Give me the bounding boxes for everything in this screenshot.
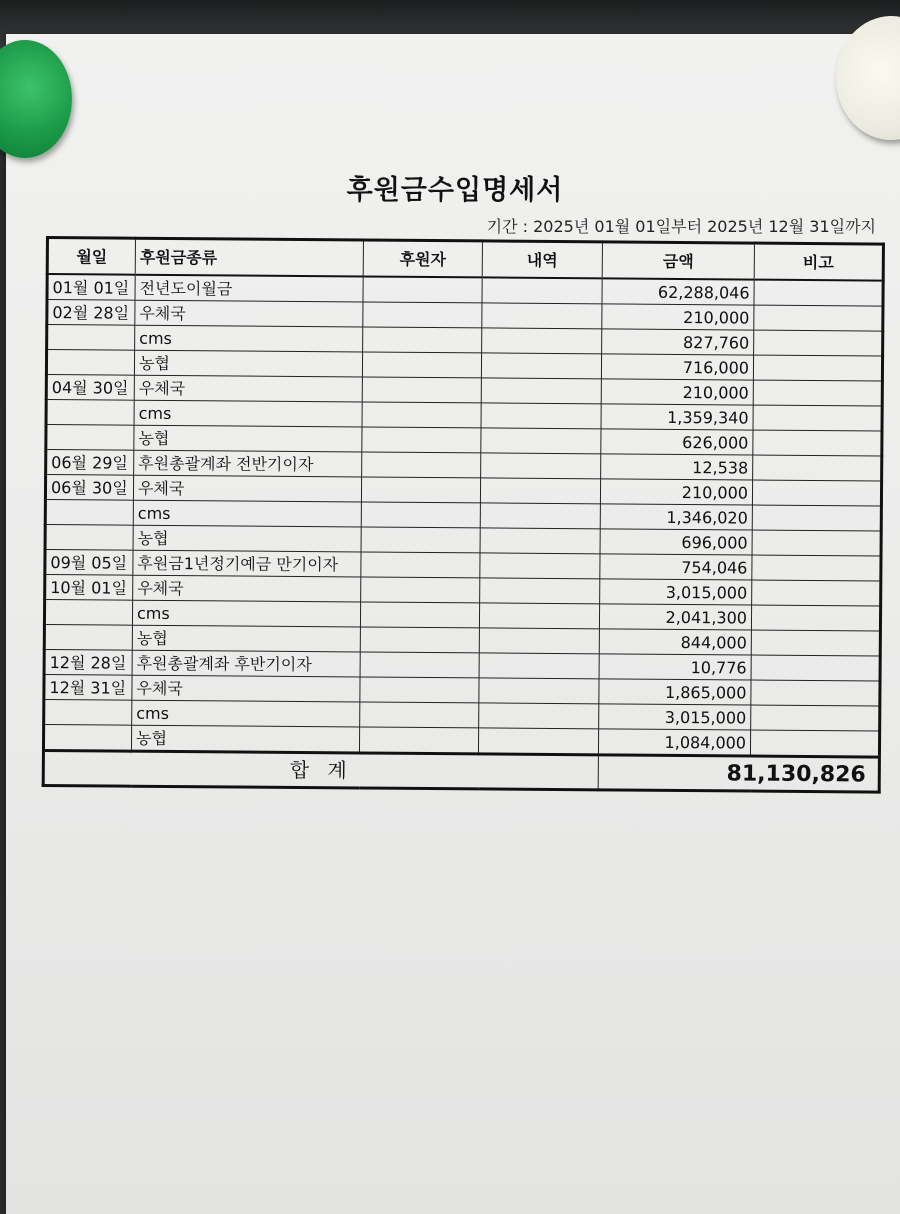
row-detail	[481, 428, 601, 454]
row-donor	[360, 677, 479, 703]
row-amount: 1,865,000	[599, 679, 751, 705]
ledger-table	[42, 236, 885, 794]
row-note	[752, 505, 881, 531]
row-kind: cms	[132, 700, 360, 727]
row-note	[753, 405, 882, 431]
header-amount: 금액	[602, 242, 754, 280]
row-detail	[481, 353, 601, 379]
row-amount: 2,041,300	[599, 604, 751, 630]
row-kind: 우체국	[133, 575, 361, 602]
row-note	[751, 630, 880, 656]
row-detail	[480, 528, 600, 554]
row-date	[44, 699, 132, 725]
row-note	[753, 355, 882, 381]
row-note	[751, 705, 880, 731]
row-note	[751, 680, 880, 706]
row-date	[46, 350, 134, 376]
row-donor	[363, 276, 482, 302]
row-date: 10월 01일	[45, 575, 133, 601]
row-detail	[479, 653, 599, 679]
row-detail	[482, 277, 602, 303]
header-note: 비고	[754, 243, 883, 281]
row-detail	[479, 628, 599, 654]
row-donor	[361, 502, 480, 528]
row-note	[754, 330, 883, 356]
row-donor	[360, 702, 479, 728]
row-detail	[479, 678, 599, 704]
row-amount: 716,000	[601, 354, 753, 380]
row-date	[46, 425, 134, 451]
row-kind: 우체국	[132, 675, 360, 702]
row-note	[752, 580, 881, 606]
row-donor	[360, 652, 479, 678]
row-kind: 우체국	[135, 300, 363, 327]
row-date: 09월 05일	[45, 550, 133, 576]
row-detail	[480, 553, 600, 579]
row-detail	[480, 578, 600, 604]
row-note	[753, 455, 882, 481]
row-detail	[481, 378, 601, 404]
row-date: 04월 30일	[46, 375, 134, 401]
total-amount: 81,130,826	[598, 755, 879, 792]
row-amount: 210,000	[600, 479, 752, 505]
row-date	[44, 624, 132, 650]
row-date: 06월 29일	[46, 450, 134, 476]
row-amount: 10,776	[599, 654, 751, 680]
row-donor	[362, 452, 481, 478]
row-donor	[359, 727, 478, 754]
row-date	[44, 600, 132, 626]
row-kind: 농협	[133, 525, 361, 552]
row-donor	[362, 377, 481, 403]
row-donor	[363, 327, 482, 353]
row-note	[752, 555, 881, 581]
row-detail	[481, 453, 601, 479]
row-date	[45, 500, 133, 526]
row-date: 02월 28일	[47, 300, 135, 326]
row-date: 01월 01일	[47, 274, 135, 300]
row-donor	[362, 352, 481, 378]
row-amount: 696,000	[600, 529, 752, 555]
row-note	[753, 380, 882, 406]
row-note	[750, 730, 879, 757]
row-note	[754, 305, 883, 331]
row-note	[754, 280, 883, 307]
ledger-sheet	[42, 236, 882, 794]
row-detail	[482, 303, 602, 329]
row-amount: 1,359,340	[601, 404, 753, 430]
row-amount: 3,015,000	[599, 704, 751, 730]
row-note	[753, 430, 882, 456]
row-kind: 농협	[131, 725, 359, 753]
row-date: 06월 30일	[45, 475, 133, 501]
row-detail	[479, 703, 599, 729]
row-kind: 전년도이월금	[135, 275, 363, 302]
document-title: 후원금수입명세서	[346, 175, 564, 206]
header-detail: 내역	[482, 241, 602, 278]
row-kind: cms	[134, 400, 362, 427]
row-amount: 626,000	[601, 429, 753, 455]
row-detail	[480, 503, 600, 529]
row-donor	[363, 302, 482, 328]
row-date	[45, 525, 133, 551]
row-date	[43, 724, 131, 751]
row-note	[751, 605, 880, 631]
row-date: 12월 28일	[44, 649, 132, 675]
row-note	[752, 480, 881, 506]
row-date	[46, 400, 134, 426]
row-amount: 12,538	[601, 454, 753, 480]
row-donor	[360, 602, 479, 628]
row-kind: cms	[135, 325, 363, 352]
row-note	[751, 655, 880, 681]
row-detail	[481, 403, 601, 429]
row-kind: 후원금1년정기예금 만기이자	[133, 550, 361, 577]
total-row	[43, 750, 879, 792]
row-kind: 후원총괄계좌 후반기이자	[132, 650, 360, 677]
document-period: 기간 : 2025년 01월 01일부터 2025년 12월 31일까지	[486, 217, 876, 236]
row-amount: 210,000	[602, 304, 754, 330]
row-donor	[362, 427, 481, 453]
row-detail	[479, 603, 599, 629]
row-kind: 농협	[132, 625, 360, 652]
row-detail	[478, 728, 598, 755]
row-kind: 농협	[134, 350, 362, 377]
header-donor: 후원자	[363, 240, 482, 277]
header-kind: 후원금종류	[135, 238, 363, 276]
row-donor	[361, 552, 480, 578]
row-kind: 우체국	[134, 375, 362, 402]
row-amount: 754,046	[600, 554, 752, 580]
row-amount: 1,084,000	[598, 729, 750, 756]
row-kind: 후원총괄계좌 전반기이자	[134, 450, 362, 477]
row-kind: 우체국	[133, 475, 361, 502]
header-date: 월일	[47, 238, 135, 275]
row-kind: 농협	[134, 425, 362, 452]
row-amount: 210,000	[601, 379, 753, 405]
row-amount: 844,000	[599, 629, 751, 655]
row-note	[752, 530, 881, 556]
row-amount: 827,760	[602, 329, 754, 355]
total-label: 합 계	[43, 750, 598, 789]
row-detail	[482, 328, 602, 354]
row-date: 12월 31일	[44, 674, 132, 700]
row-detail	[480, 478, 600, 504]
row-donor	[361, 477, 480, 503]
row-donor	[361, 527, 480, 553]
row-date	[47, 325, 135, 351]
ledger-body	[43, 274, 883, 792]
row-donor	[361, 577, 480, 603]
row-kind: cms	[132, 600, 360, 627]
row-kind: cms	[133, 500, 361, 527]
row-amount: 62,288,046	[602, 278, 754, 305]
row-amount: 3,015,000	[600, 579, 752, 605]
row-donor	[360, 627, 479, 653]
row-donor	[362, 402, 481, 428]
row-amount: 1,346,020	[600, 504, 752, 530]
